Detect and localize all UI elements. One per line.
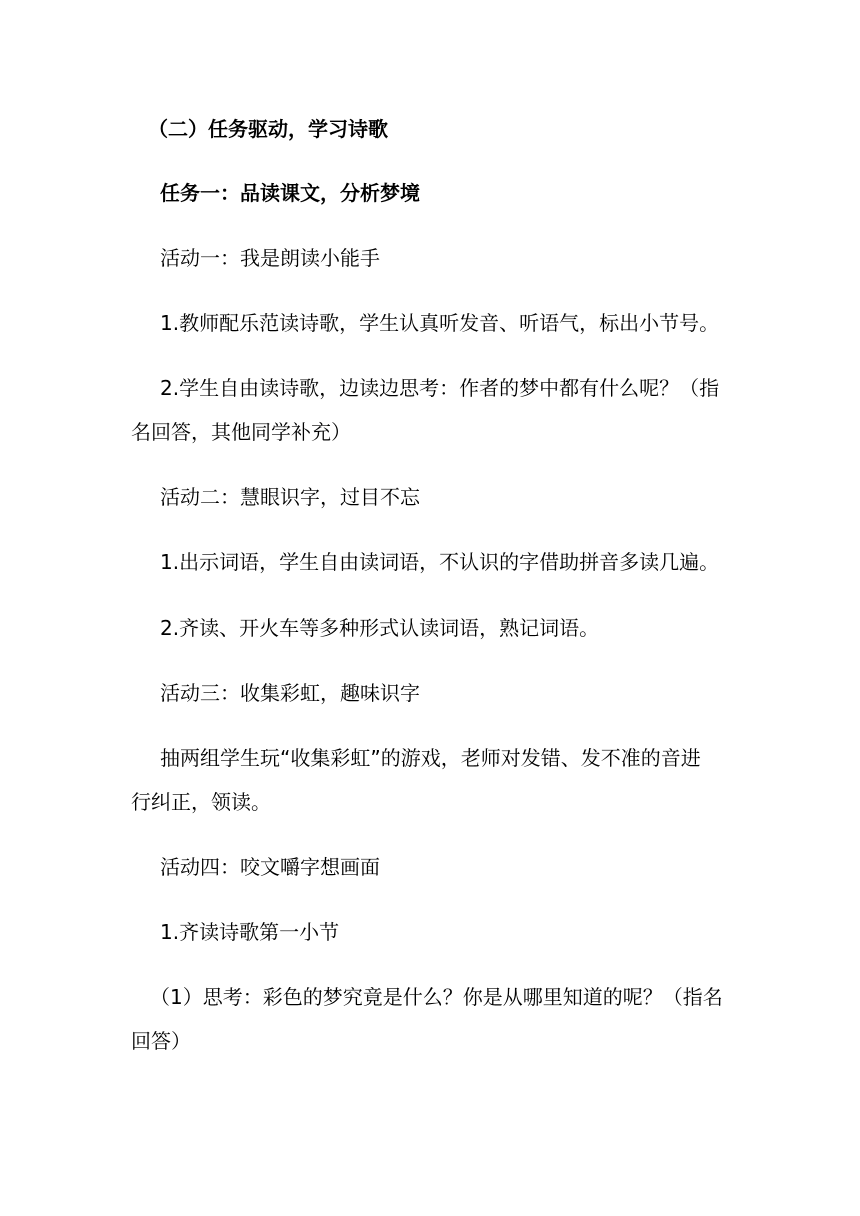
activity-two-step-1: 1.出示词语，学生自由读词语，不认识的字借助拼音多读几遍。 bbox=[160, 550, 720, 574]
activity-four-step-1: 1.齐读诗歌第一小节 bbox=[160, 920, 340, 944]
activity-one-step-1: 1.教师配乐范读诗歌，学生认真听发音、听语气，标出小节号。 bbox=[160, 311, 720, 335]
activity-three-heading: 活动三：收集彩虹，趣味识字 bbox=[160, 681, 420, 705]
activity-two-heading: 活动二：慧眼识字，过目不忘 bbox=[160, 485, 420, 509]
activity-four-question-line-1: （1）思考：彩色的梦究竟是什么？你是从哪里知道的呢？（指名 bbox=[150, 985, 723, 1009]
activity-one-heading: 活动一：我是朗读小能手 bbox=[160, 246, 380, 270]
activity-four-question-line-2: 回答） bbox=[131, 1029, 191, 1053]
activity-three-body-line-1: 抽两组学生玩“收集彩虹”的游戏，老师对发错、发不准的音进 bbox=[160, 746, 701, 770]
section-heading: （二）任务驱动，学习诗歌 bbox=[148, 117, 388, 141]
activity-one-step-2-line-2: 名回答，其他同学补充） bbox=[131, 420, 351, 444]
activity-one-step-2-line-1: 2.学生自由读诗歌，边读边思考：作者的梦中都有什么呢？（指 bbox=[160, 376, 720, 400]
activity-three-body-line-2: 行纠正，领读。 bbox=[131, 790, 271, 814]
task-heading: 任务一：品读课文，分析梦境 bbox=[160, 181, 420, 205]
activity-four-heading: 活动四：咬文嚼字想画面 bbox=[160, 855, 380, 879]
activity-two-step-2: 2.齐读、开火车等多种形式认读词语，熟记词语。 bbox=[160, 616, 600, 640]
